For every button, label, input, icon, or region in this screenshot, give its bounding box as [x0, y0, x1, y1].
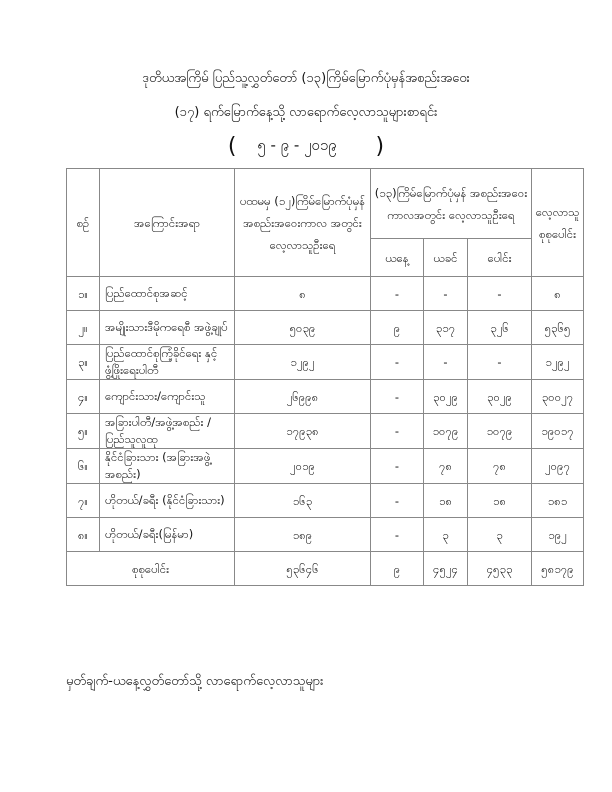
- row-no: ၂။: [67, 311, 100, 345]
- row-sum: ၃၀၂၉: [468, 380, 532, 414]
- header-yesterday: ယခင်: [424, 239, 468, 277]
- footnote: မှတ်ချက်-ယနေ့လွှတ်တော်သို့ လာရောက်လေ့လာသူများ: [66, 674, 324, 689]
- table-row: [67, 380, 584, 414]
- row-subject: အခြားပါတီ/အဖွဲ့အစည်း /ပြည်သူလူထု: [100, 414, 235, 449]
- row-prev: ၁၇၉၃၈: [235, 414, 371, 449]
- header-no: စဉ်: [67, 169, 100, 277]
- totals-row: [67, 552, 584, 586]
- date-line: [0, 134, 612, 159]
- totals-total: ၅၈၁၇၉: [532, 552, 584, 586]
- totals-prev: ၅၃၆၄၆: [235, 552, 371, 586]
- table-row: [67, 414, 584, 449]
- row-subject: ဟိုတယ်/ခရီး (နိုင်ငံခြားသား): [100, 484, 235, 518]
- header-sum: ပေါင်း: [468, 239, 532, 277]
- totals-yesterday: ၄၅၂၄: [424, 552, 468, 586]
- row-sum: ၇၈: [468, 449, 532, 484]
- row-total: ၅၃၆၅: [532, 311, 584, 345]
- row-total: ၂၀၉၇: [532, 449, 584, 484]
- totals-today: ၉: [371, 552, 424, 586]
- header-today: ယနေ့: [371, 239, 424, 277]
- row-no: ၆။: [67, 449, 100, 484]
- row-prev: ၁၆၃: [235, 484, 371, 518]
- row-yesterday: ၃: [424, 518, 468, 552]
- row-subject: ပြည်ထောင်စုကြံ့ခိုင်ရေး နှင့်ဖွံ့ဖြိုးရေးပါတီ: [100, 345, 235, 380]
- visitor-table: [66, 168, 584, 586]
- totals-sum: ၄၅၃၃: [468, 552, 532, 586]
- date: ၅ - ၉ - ၂၀၁၉: [257, 135, 337, 154]
- row-today: -: [371, 449, 424, 484]
- row-yesterday: ၇၈: [424, 449, 468, 484]
- row-no: ၁။: [67, 277, 100, 311]
- row-total: ၁၂၉၂: [532, 345, 584, 380]
- row-subject: နိုင်ငံခြားသား (အခြားအဖွဲ့အစည်း): [100, 449, 235, 484]
- header-subject: အကြောင်းအရာ: [100, 169, 235, 277]
- row-total: ၈: [532, 277, 584, 311]
- row-subject: အမျိုးသားဒီမိုကရေစီ အဖွဲ့ချုပ်: [100, 311, 235, 345]
- row-sum: ၃: [468, 518, 532, 552]
- row-today: -: [371, 277, 424, 311]
- row-sum: -: [468, 345, 532, 380]
- row-total: ၁၉၂: [532, 518, 584, 552]
- table-row: [67, 449, 584, 484]
- row-today: -: [371, 414, 424, 449]
- row-subject: ဟိုတယ်/ခရီး(မြန်မာ): [100, 518, 235, 552]
- row-prev: ၅၀၃၉: [235, 311, 371, 345]
- bracket-close: ): [375, 134, 385, 159]
- row-total: ၃၀၀၂၇: [532, 380, 584, 414]
- row-yesterday: -: [424, 277, 468, 311]
- table-row: [67, 277, 584, 311]
- bracket-open: (: [227, 134, 237, 159]
- row-yesterday: ၁၈: [424, 484, 468, 518]
- table-row: [67, 518, 584, 552]
- row-today: -: [371, 345, 424, 380]
- header-grand-total: လေ့လာသူ စုစုပေါင်း: [532, 169, 584, 277]
- row-today: -: [371, 380, 424, 414]
- row-sum: ၁၀၇၉: [468, 414, 532, 449]
- row-no: ၄။: [67, 380, 100, 414]
- row-no: ၈။: [67, 518, 100, 552]
- row-yesterday: ၁၀၇၉: [424, 414, 468, 449]
- row-prev: ၁၈၉: [235, 518, 371, 552]
- header-first-to-12: ပထမမှ (၁၂)ကြိမ်မြောက်ပုံမှန် အစည်းအဝေးကာလ အတွင်းလေ့လာသူဦးရေ: [235, 169, 371, 277]
- row-yesterday: ၃၁၇: [424, 311, 468, 345]
- row-prev: ၁၂၉၂: [235, 345, 371, 380]
- row-subject: ပြည်ထောင်စုအဆင့်: [100, 277, 235, 311]
- row-no: ၇။: [67, 484, 100, 518]
- row-prev: ၂၆၉၉၈: [235, 380, 371, 414]
- row-today: -: [371, 518, 424, 552]
- row-prev: ၂၀၁၉: [235, 449, 371, 484]
- row-total: ၁၈၁: [532, 484, 584, 518]
- table-row: [67, 311, 584, 345]
- row-today: ၉: [371, 311, 424, 345]
- header-session-13: (၁၃)ကြိမ်မြောက်ပုံမှန် အစည်းအဝေးကာလအတွင်း လေ့လာသူဦးရေ: [371, 169, 532, 239]
- row-subject: ကျောင်းသား/ကျောင်းသူ: [100, 380, 235, 414]
- row-no: ၅။: [67, 414, 100, 449]
- row-sum: ၃၂၆: [468, 311, 532, 345]
- table-row: [67, 484, 584, 518]
- table-row: [67, 345, 584, 380]
- row-today: -: [371, 484, 424, 518]
- row-total: ၁၉၀၁၇: [532, 414, 584, 449]
- row-no: ၃။: [67, 345, 100, 380]
- title-line-2: (၁၇) ရက်မြောက်နေ့သို့ လာရောက်လေ့လာသူများစာရင်း: [174, 105, 438, 120]
- row-yesterday: -: [424, 345, 468, 380]
- row-sum: ၁၈: [468, 484, 532, 518]
- row-yesterday: ၃၀၂၉: [424, 380, 468, 414]
- title-line-1: ဒုတိယအကြိမ် ပြည်သူ့လွှတ်တော် (၁၃)ကြိမ်မြောက်ပုံမှန်အစည်းအဝေး: [142, 71, 470, 86]
- row-sum: -: [468, 277, 532, 311]
- totals-label: စုစုပေါင်း: [67, 552, 235, 586]
- row-prev: ၈: [235, 277, 371, 311]
